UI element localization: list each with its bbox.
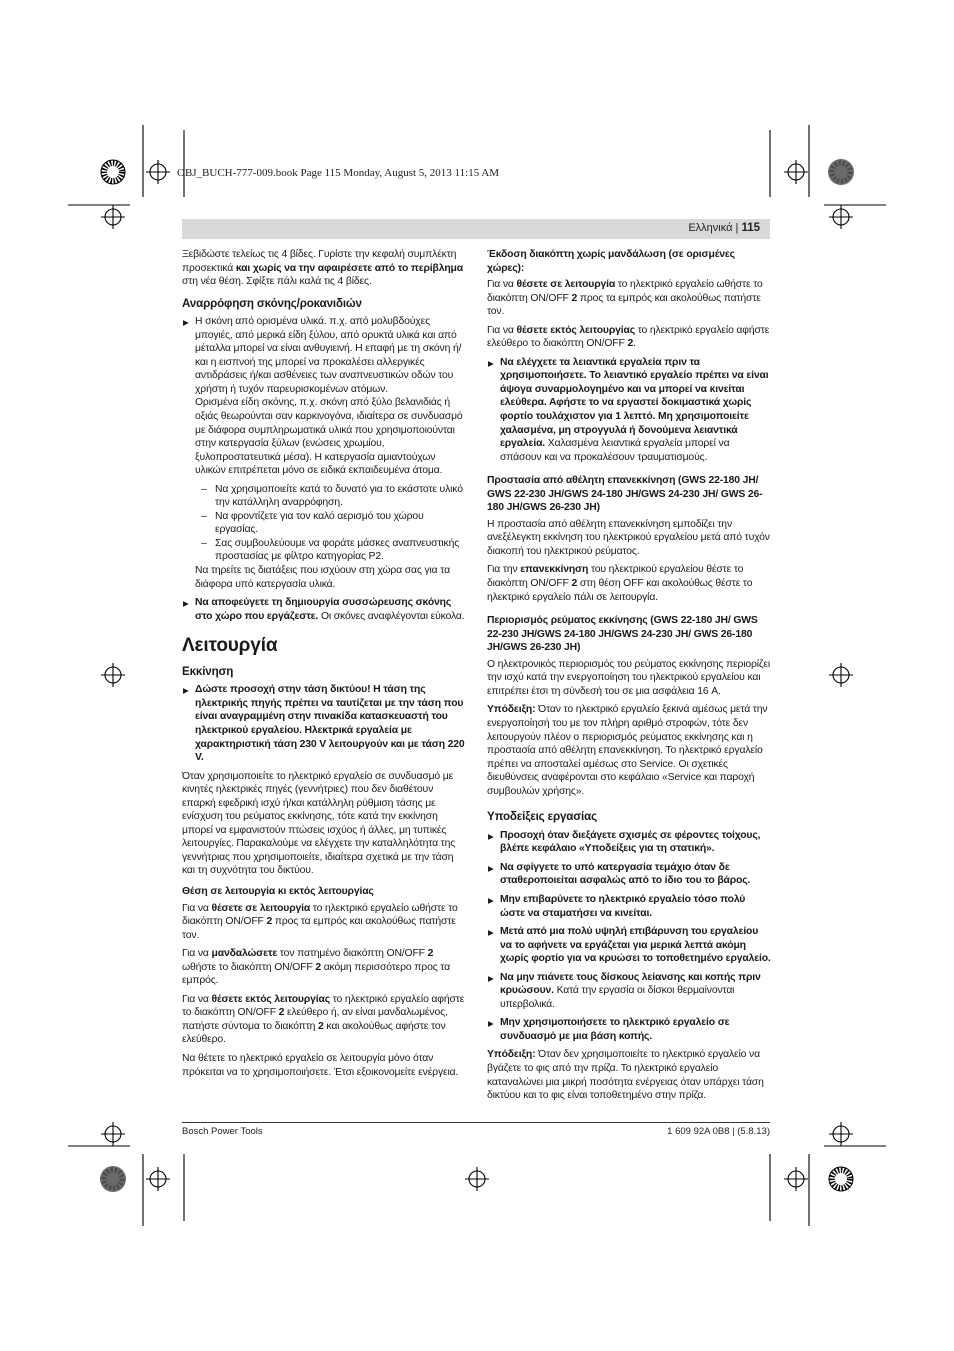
dust-paragraph-3: Να τηρείτε τις διατάξεις που ισχύουν στη χώρα σας για τα διάφορα υπό κατεργασία υλικά. [195,565,450,590]
nolock-off-paragraph: Για να θέσετε εκτός λειτουργίας το ηλεκτρικό εργαλείο αφήστε ελεύθερο το διακόπτη ON/OFF 2. [487,324,770,350]
dash-item: – Να χρησιμοποιείτε κατά το δυνατό για το εκάστοτε υλικό την κατάλληλη αναρρόφηση. [182,483,466,510]
energy-paragraph: Να θέτετε το ηλεκτρικό εργαλείο σε λειτουργία μόνο όταν πρόκειται να το χρησιμοποιήσετε. Έτσι εξοικονομείτε ενέργεια. [182,1052,459,1078]
nolock-on-paragraph: Για να θέσετε σε λειτουργία το ηλεκτρικό εργαλείο ωθήστε το διακόπτη ON/OFF 2 προς τα εμπρός και ακολούθως πατήστε τον. [487,279,763,318]
nolock-heading: Έκδοση διακόπτη χωρίς μανδάλωση (σε ορισμένες χώρες): [487,249,735,274]
current-note: Υπόδειξη: Όταν το ηλεκτρικό εργαλείο ξεκινά αμέσως μετά την ενεργοποίησή του με τον πλήρη αριθμό στροφών, τότε δεν λειτουργούν πλέον ο περιορισμός ρεύματος εκκίνησης και η προστασία από αθέλητη επανεκκίνηση. Το ηλεκτρικό εργαλείο πρέπει να αποσταλεί αμέσως στο Service. Οι σχετικές διευθύνσεις αναφέρονται στο κεφάλαιο «Service και παροχή συμβουλών χρήσης». [487,704,768,797]
left-column [182,248,466,1084]
page-header [182,219,770,239]
tip-item: ▶ Να σφίγγετε το υπό κατεργασία τεμάχιο όταν δε σταθεροποιείται ασφαλώς από το ίδιο του το βάρος. [487,861,771,888]
switch-off-paragraph: Για να θέσετε εκτός λειτουργίας το ηλεκτρικό εργαλείο αφήστε το διακόπτη ON/OFF 2 ελεύθερο ή, αν είναι μανδαλωμένος, πατήστε σύντομα το διακόπτη 2 και ακολούθως αφήστε τον ελεύθερο. [182,993,465,1046]
dust-hazard-item [182,315,466,478]
restart-paragraph-2: Για την επανεκκίνηση του ηλεκτρικού εργαλείου θέστε το διακόπτη ON/OFF 2 στη θέση OFF και ακολούθως θέστε το ηλεκτρικό εργαλείο πάλι σε λειτουργία. [487,564,753,603]
tip-item: ▶ Μην χρησιμοποιήσετε το ηλεκτρικό εργαλείο σε συνδυασμό με μια βάση κοπής. [487,1016,771,1043]
current-limit-heading: Περιορισμός ρεύματος εκκίνησης (GWS 22-180 JH/ GWS 22-230 JH/GWS 24-180 JH/GWS 24-230 JH/ GWS 26-180 JH/GWS 26-230 JH) [487,615,758,654]
final-note: Υπόδειξη: Όταν δεν χρησιμοποιείτε το ηλεκτρικό εργαλείο να βγάζετε το φις από την πρίζα. Το ηλεκτρικό εργαλείο καταναλώνει μια μικρή ποσότητα ενέργειας όταν υπάρχει τάση δικτύου και το φις είναι τοποθετημένο στην πρίζα. [487,1049,764,1102]
dash-item: – Να φροντίζετε για τον καλό αερισμό του χώρου εργασίας. [182,510,466,537]
lock-paragraph: Για να μανδαλώσετε τον πατημένο διακόπτη ON/OFF 2 ωθήστε το διακόπτη ON/OFF 2 ακόμη περισσότερο προς τα εμπρός. [182,948,450,987]
dust-paragraph-2: Ορισμένα είδη σκόνης, π.χ. σκόνη από ξύλο βελανιδιάς ή οξιάς θεωρούνται σαν καρκινογόνα, ιδιαίτερα σε συνδυασμό με διάφορα συμπληρωματικά υλικά που χρησιμοποιούνται στην κατεργασία ξύλων (ενώσεις χρωμίου, ξυλοπροστατευτικά μέσα). Η κατεργασία αμιαντούχων υλικών επιτρέπεται μόνο σε ειδικά εκπαιδευμένα άτομα. [195,397,463,477]
onoff-heading: Θέση σε λειτουργία κι εκτός λειτουργίας [182,885,374,897]
dust-paragraph-1: ▶ Η σκόνη από ορισμένα υλικά. π.χ. από μολυβδούχες μπογιές, από μερικά είδη ξύλου, από ορυκτά υλικά και από μέταλλα μπορεί να είναι ανθυγιεινή. Η επαφή με τη σκόνη ή/και η εισπνοή της μπορεί να προκαλέσει αλλεργικές αντιδράσεις ή/και ασθένειες των αναπνευστικών οδών του χρήστη ή τυχόν παρευρισκομένων ατόμων. [195,316,462,395]
voltage-warning: ▶ Δώστε προσοχή στην τάση δικτύου! Η τάση της ηλεκτρικής πηγής πρέπει να ταυτίζεται με την τάση που είναι αναγραμμένη στην πινακίδα κατασκευαστή του ηλεκτρικού εργαλείου. Ηλεκτρικά εργαλεία με χαρακτηριστική τάση 230 V λειτουργούν και με τάση 220 V. [182,683,466,764]
check-tools-warning: ▶ Να ελέγχετε τα λειαντικά εργαλεία πριν τα χρησιμοποιήσετε. Το λειαντικό εργαλείο πρέπει να είναι άψογα συναρμολογημένο και να μπορεί να κινείται ελεύθερα. Αφήστε το να εργαστεί δοκιμαστικά χωρίς φορτίο τουλάχιστον για 1 λεπτό. Μη χρησιμοποιείτε χαλασμένα, μη στρογγυλά ή δονούμενα λειαντικά εργαλεία. Χαλασμένα λειαντικά εργαλεία μπορεί να σπάσουν και να προκαλέσουν τραυματισμούς. [487,356,771,464]
dust-dash-list [182,483,466,564]
tip-item: ▶ Προσοχή όταν διεξάγετε σχισμές σε φέροντες τοίχους, βλέπε κεφάλαιο «Υποδείξεις για τη στατική». [487,829,771,856]
page-number: 115 [741,222,760,234]
dust-warning: ▶ Να αποφεύγετε τη δημιουργία συσσώρευσης σκόνης στο χώρο που εργάζεστε. Οι σκόνες αναφλέγονται εύκολα. [182,596,466,623]
footer-rule [182,1122,770,1123]
restart-paragraph-1: Η προστασία από αθέλητη επανεκκίνηση εμποδίζει την ανεξέλεγκτη εκκίνηση του ηλεκτρικού εργαλείου μετά από τυχόν διακοπή του ηλεκτρικού ρεύματος. [487,518,770,557]
header-text [688,222,760,234]
section-heading-operation: Λειτουργία [182,635,278,657]
footer-code: 1 609 92A 0B8 | (5.8.13) [667,1126,770,1137]
print-slug: OBJ_BUCH-777-009.book Page 115 Monday, August 5, 2013 11:15 AM [177,167,500,179]
tip-item: ▶ Μην επιβαρύνετε το ηλεκτρικό εργαλείο τόσο πολύ ώστε να σταματήσει να κινείται. [487,893,771,920]
switch-on-paragraph: Για να θέσετε σε λειτουργία το ηλεκτρικό εργαλείο ωθήστε το διακόπτη ON/OFF 2 προς τα εμπρός και ακολούθως πατήστε τον. [182,902,458,941]
generator-paragraph: Όταν χρησιμοποιείτε το ηλεκτρικό εργαλείο σε συνδυασμό με κινητές ηλεκτρικές πηγές (γεννήτριες) που δεν διαθέτουν επαρκή εφεδρική ισχύ ή/και κατάλληλη ρύθμιση τάσης με ενίσχυση του ρεύματος εκκίνησης, τότε κατά την εκκίνηση μπορεί να εμφανιστούν πτώσεις ισχύος ή άλλες, μη τυπικές λειτουργίες. Παρακαλούμε να ελέγχετε την καταλληλότητα της γεννήτριας που χρησιμοποιείτε, ιδιαίτερα σχετικά με την τάση και τη συχνότητα του δικτύου. [182,770,456,877]
footer-brand: Bosch Power Tools [182,1126,263,1137]
intro-paragraph: Ξεβιδώστε τελείως τις 4 βίδες. Γυρίστε την κεφαλή συμπλέκτη προσεκτικά και χωρίς να την αφαιρέσετε από το περίβλημα στη νέα θέση. Σφίξτε πάλι καλά τις 4 βίδες. [182,249,463,288]
tip-item: ▶ Να μην πιάνετε τους δίσκους λείανσης και κοπής πριν κρυώσουν. Κατά την εργασία οι δίσκοι θερμαίνονται υπερβολικά. [487,971,771,1012]
dash-item: – Σας συμβουλεύουμε να φοράτε μάσκες αναπνευστικής προστασίας με φίλτρο κατηγορίας P2. [182,537,466,564]
header-separator: | [735,222,739,234]
header-language: Ελληνικά [688,222,733,234]
start-heading: Εκκίνηση [182,664,234,678]
right-column [487,248,771,1108]
dust-heading: Αναρρόφηση σκόνης/ροκανιδιών [182,296,362,310]
tip-item: ▶ Μετά από μια πολύ υψηλή επιβάρυνση του εργαλείου να το αφήνετε να εργάζεται για μερικά λεπτά ακόμη χωρίς φορτίο για να κρυώσει το τοποθετημένο εργαλείο. [487,925,771,966]
restart-protection-heading: Προστασία από αθέλητη επανεκκίνηση (GWS 22-180 JH/ GWS 22-230 JH/GWS 24-180 JH/GWS 24-230 JH/ GWS 26-180 JH/GWS 26-230 JH) [487,475,763,514]
current-paragraph: Ο ηλεκτρονικός περιορισμός του ρεύματος εκκίνησης περιορίζει την ισχύ κατά την ενεργοποίηση του ηλεκτρικού εργαλείου και επιτρέπει έτσι τη σύνδεσή του σε μια ασφάλεια 16 A. [487,658,770,697]
tips-heading: Υποδείξεις εργασίας [487,810,597,824]
